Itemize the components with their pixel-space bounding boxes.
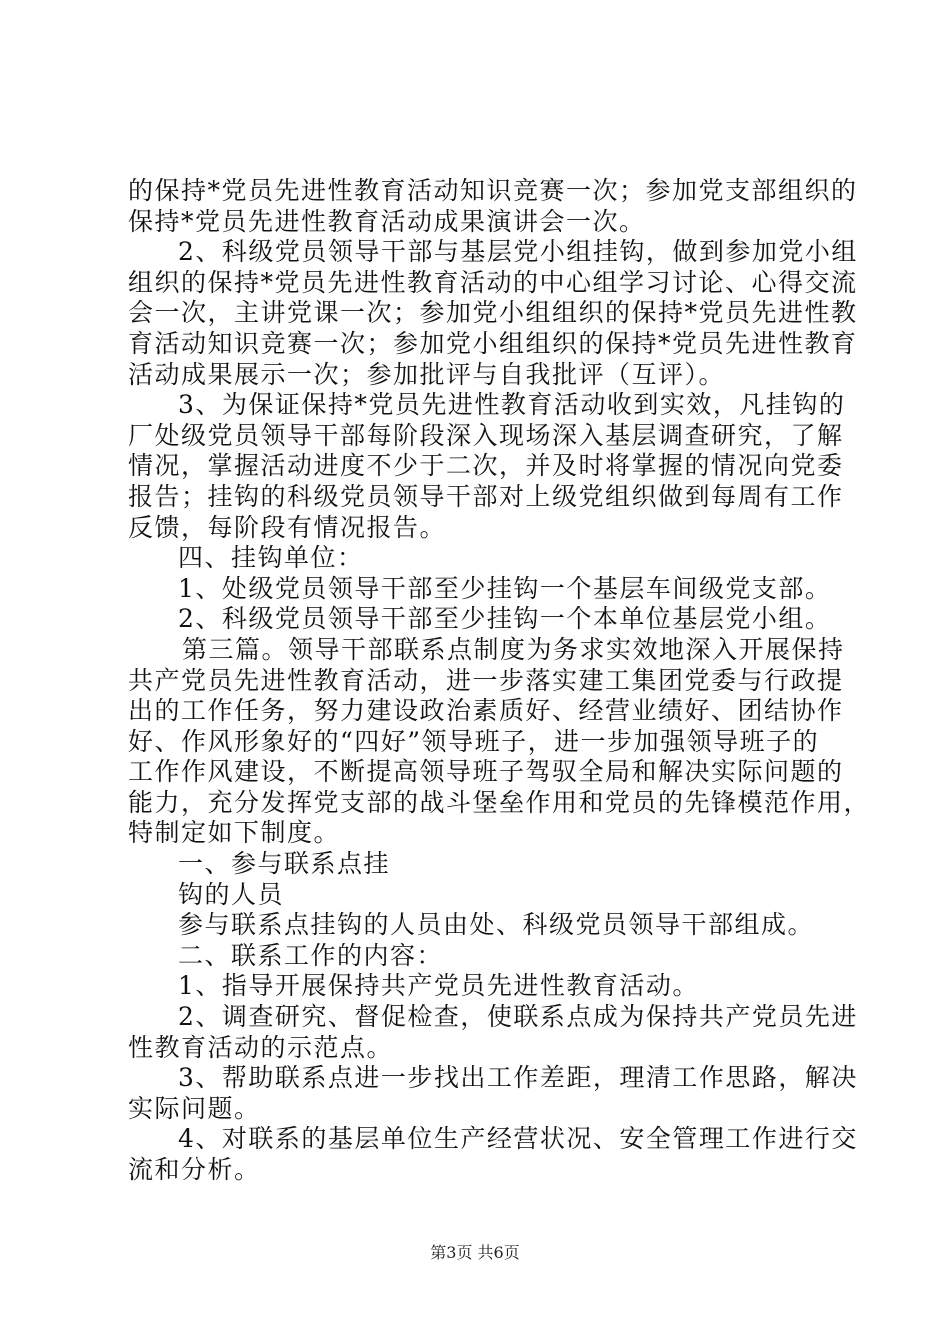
text-line: 报告；挂钩的科级党员领导干部对上级党组织做到每周有工作 bbox=[128, 481, 844, 511]
text-line: 活动成果展示一次；参加批评与自我批评（互评）。 bbox=[128, 359, 726, 389]
text-line: 共产党员先进性教育活动，进一步落实建工集团党委与行政提 bbox=[128, 665, 844, 695]
text-line: 3、帮助联系点进一步找出工作差距，理清工作思路，解决 bbox=[178, 1063, 858, 1093]
text-line: 参与联系点挂钩的人员由处、科级党员领导干部组成。 bbox=[178, 910, 815, 940]
text-line: 2、科级党员领导干部与基层党小组挂钩，做到参加党小组 bbox=[178, 237, 858, 267]
section-heading: 钩的人员 bbox=[178, 879, 285, 909]
text-line: 特制定如下制度。 bbox=[128, 818, 341, 848]
text-line: 3、为保证保持*党员先进性教育活动收到实效，凡挂钩的 bbox=[178, 390, 846, 420]
text-line: 组织的保持*党员先进性教育活动的中心组学习讨论、心得交流 bbox=[128, 267, 858, 297]
text-line: 能力，充分发挥党支部的战斗堡垒作用和党员的先锋模范作用， bbox=[128, 787, 871, 817]
text-line: 实际问题。 bbox=[128, 1093, 261, 1123]
text-line: 出的工作任务，努力建设政治素质好、经营业绩好、团结协作 bbox=[128, 696, 844, 726]
text-line: 2、科级党员领导干部至少挂钩一个本单位基层党小组。 bbox=[178, 604, 832, 634]
text-line: 性教育活动的示范点。 bbox=[128, 1032, 394, 1062]
text-line: 育活动知识竞赛一次；参加党小组组织的保持*党员先进性教育 bbox=[128, 328, 858, 358]
text-line: 反馈，每阶段有情况报告。 bbox=[128, 512, 447, 542]
text-line: 第三篇。领导干部联系点制度为务求实效地深入开展保持 bbox=[182, 634, 845, 664]
text-line: 厂处级党员领导干部每阶段深入现场深入基层调查研究，了解 bbox=[128, 420, 844, 450]
text-line: 的保持*党员先进性教育活动知识竞赛一次；参加党支部组织的 bbox=[128, 176, 858, 205]
page-footer: 第3页 共6页 bbox=[430, 1243, 520, 1262]
text-line: 工作作风建设，不断提高领导班子驾驭全局和解决实际问题的 bbox=[128, 757, 844, 787]
section-heading: 二、联系工作的内容： bbox=[178, 940, 444, 970]
text-line: 1、处级党员领导干部至少挂钩一个基层车间级党支部。 bbox=[178, 573, 832, 603]
text-line: 情况，掌握活动进度不少于二次，并及时将掌握的情况向党委 bbox=[128, 451, 844, 481]
section-heading: 一、参与联系点挂 bbox=[178, 849, 391, 879]
text-line: 4、对联系的基层单位生产经营状况、安全管理工作进行交 bbox=[178, 1124, 858, 1154]
document-body bbox=[128, 176, 871, 1186]
text-line: 好、作风形象好的“四好”领导班子，进一步加强领导班子的 bbox=[128, 726, 820, 756]
section-heading: 四、挂钩单位： bbox=[178, 543, 364, 573]
text-line: 1、指导开展保持共产党员先进性教育活动。 bbox=[178, 971, 699, 1001]
text-line: 流和分析。 bbox=[128, 1155, 261, 1184]
text-line: 会一次，主讲党课一次；参加党小组组织的保持*党员先进性教 bbox=[128, 298, 858, 328]
text-line: 保持*党员先进性教育活动成果演讲会一次。 bbox=[128, 206, 646, 236]
text-line: 2、调查研究、督促检查，使联系点成为保持共产党员先进 bbox=[178, 1002, 858, 1032]
